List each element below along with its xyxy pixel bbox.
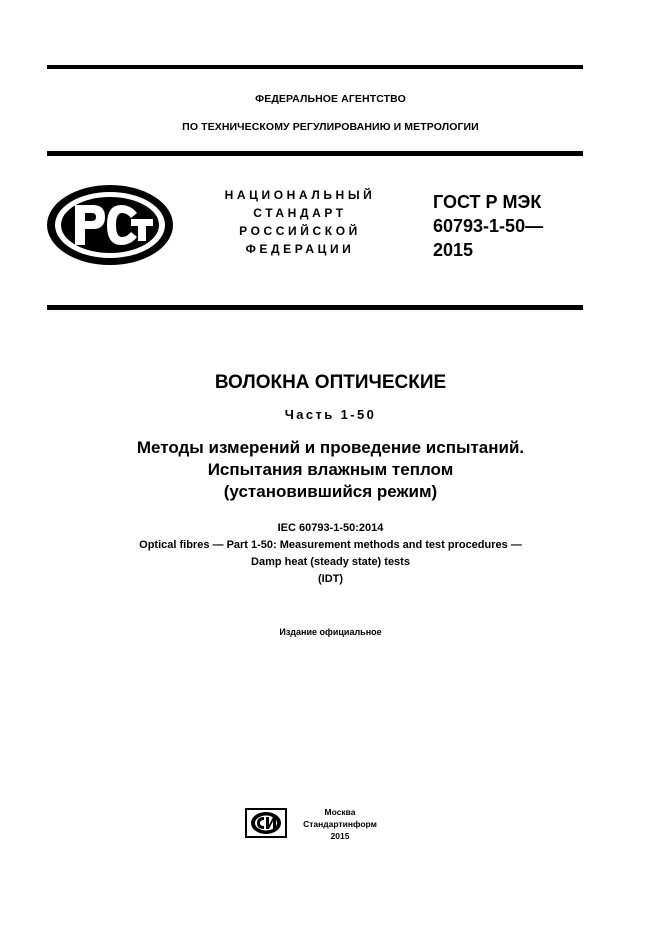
national-standard-line-2: СТАНДАРТ: [253, 206, 347, 220]
part-number: Часть 1-50: [284, 407, 377, 422]
standartinform-logo-icon: [245, 808, 287, 838]
publisher-city: Москва: [324, 807, 356, 817]
document-title: ВОЛОКНА ОПТИЧЕСКИЕ: [214, 372, 447, 393]
subtitle-line-2: Испытания влажным теплом: [207, 460, 454, 479]
standard-designation-line-3: 2015: [433, 240, 474, 260]
iec-title-line-1: Optical fibres — Part 1-50: Measurement methods and test procedures —: [139, 539, 522, 551]
standard-designation-line-1: ГОСТ Р МЭК: [433, 192, 542, 212]
idt-marker: (IDT): [317, 573, 344, 585]
top-rule: [47, 65, 583, 69]
agency-line-1: ФЕДЕРАЛЬНОЕ АГЕНТСТВО: [255, 93, 406, 105]
header-rule: [47, 151, 583, 156]
subtitle-line-1: Методы измерений и проведение испытаний.: [136, 438, 525, 457]
iec-designation: IEC 60793-1-50:2014: [277, 522, 384, 534]
national-standard-line-4: ФЕДЕРАЦИИ: [245, 242, 355, 256]
edition-note: Издание официальное: [279, 627, 382, 637]
iec-title-line-2: Damp heat (steady state) tests: [251, 556, 410, 568]
agency-line-2: ПО ТЕХНИЧЕСКОМУ РЕГУЛИРОВАНИЮ И МЕТРОЛОГИИ: [182, 121, 479, 133]
publisher-name: Стандартинформ: [303, 819, 377, 829]
standard-designation-line-2: 60793-1-50—: [433, 216, 544, 236]
national-standard-line-1: НАЦИОНАЛЬНЫЙ: [224, 188, 376, 202]
national-standard-line-3: РОССИЙСКОЙ: [239, 224, 361, 238]
rst-certification-mark-icon: [45, 183, 175, 267]
publication-year: 2015: [330, 831, 350, 841]
block-rule: [47, 305, 583, 310]
subtitle-line-3: (установившийся режим): [223, 482, 438, 501]
